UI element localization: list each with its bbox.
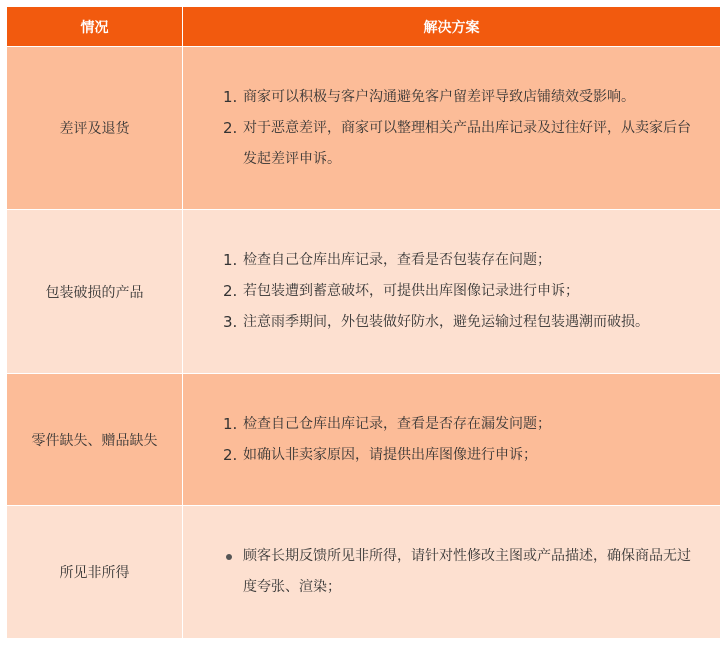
list-number: 1. xyxy=(223,87,238,106)
list-item xyxy=(183,440,700,471)
situation-cell: 差评及退货 xyxy=(7,47,183,210)
list-number: 1. xyxy=(223,251,238,269)
solution-list xyxy=(183,409,720,471)
situation-cell: 包装破损的产品 xyxy=(7,210,183,374)
list-number: 2. xyxy=(223,445,238,464)
list-item-text: 注意雨季期间，外包装做好防水，避免运输过程包装遇潮而破损。 xyxy=(243,314,649,330)
table-row xyxy=(7,374,721,506)
solution-list xyxy=(183,245,720,338)
list-item-text: 商家可以积极与客户沟通避免客户留差评导致店铺绩效受影响。 xyxy=(243,88,635,105)
bullet-icon xyxy=(226,554,232,560)
list-number: 3. xyxy=(223,313,238,331)
solution-bullet-list xyxy=(183,541,720,603)
solution-cell xyxy=(183,374,721,506)
table-header-row xyxy=(7,7,721,47)
situation-cell: 零件缺失、赠品缺失 xyxy=(7,374,183,506)
list-item xyxy=(183,82,700,113)
header-solution: 解决方案 xyxy=(183,7,721,47)
solution-cell xyxy=(183,210,721,374)
list-item xyxy=(183,276,700,307)
list-item-text: 检查自己仓库出库记录，查看是否包装存在问题； xyxy=(243,252,551,268)
list-item xyxy=(183,113,700,175)
list-item xyxy=(183,307,700,338)
table-row xyxy=(7,210,721,374)
list-item xyxy=(183,541,700,603)
list-item-text: 若包装遭到蓄意破坏，可提供出库图像记录进行申诉； xyxy=(243,283,579,299)
list-number: 1. xyxy=(223,414,238,433)
list-item xyxy=(183,409,700,440)
solution-list xyxy=(183,82,720,175)
solution-cell xyxy=(183,47,721,210)
header-situation: 情况 xyxy=(7,7,183,47)
solutions-table xyxy=(6,6,721,639)
solution-cell xyxy=(183,506,721,639)
table-row xyxy=(7,506,721,639)
list-item-text: 顾客长期反馈所见非所得，请针对性修改主图或产品描述，确保商品无过度夸张、渲染； xyxy=(243,548,691,595)
list-item-text: 检查自己仓库出库记录，查看是否存在漏发问题； xyxy=(243,415,551,432)
list-number: 2. xyxy=(223,282,238,300)
list-number: 2. xyxy=(223,118,238,137)
list-item xyxy=(183,245,700,276)
situation-cell: 所见非所得 xyxy=(7,506,183,639)
table-row xyxy=(7,47,721,210)
list-item-text: 对于恶意差评，商家可以整理相关产品出库记录及过往好评，从卖家后台发起差评申诉。 xyxy=(243,119,691,167)
list-item-text: 如确认非卖家原因，请提供出库图像进行申诉； xyxy=(243,446,537,463)
